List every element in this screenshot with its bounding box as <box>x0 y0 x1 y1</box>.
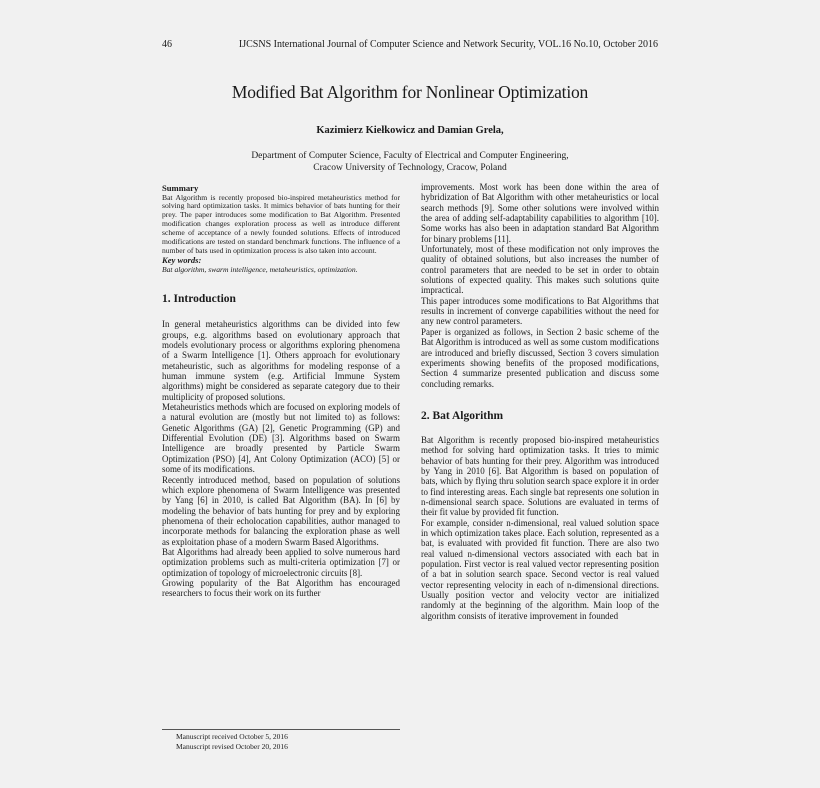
keywords-text: Bat algorithm, swarm intelligence, metaheuristics, optimization. <box>162 265 358 275</box>
body-paragraph: This paper introduces some modifications to Bat Algorithms that results in increment of converge capabilities without the need for any new control parameters. <box>421 295 659 327</box>
affiliation-line: Cracow University of Technology, Cracow, Poland <box>313 163 507 174</box>
intro-paragraph: Metaheuristics methods which are focused on exploring models of a natural evolution are (mostly but not limited to) as follows: Genetic Algorithms (GA) [2], Genetic Programming (GP) and Differential Evolution (DE) [3]. Algorithms based on Swarm Intelligence are broadly presented by Particle Swarm Optimization (PSO) [4], Ant Colony Optimization (ACO) [5] or some of its modifications. <box>162 402 400 475</box>
right-column <box>421 182 659 621</box>
journal-info: IJCSNS International Journal of Computer Science and Network Security, VOL.16 No.10, October 2016 <box>238 39 658 50</box>
paper-authors: Kazimierz Kiełkowicz and Damian Grela, <box>316 125 504 136</box>
intro-paragraph: In general metaheuristics algorithms can be divided into few groups, e.g. algorithms based on evolutionary approach that models evolutionary process or algorithms exploring phenomena of a Swarm Intelligence [1]. Others approach for evolutionary metaheuristic, such as algorithms for modeling response of a human immune system (e.g. Artificial Immune System algorithms) might be considered as separate category due to their multiplicity of proposed solutions. <box>162 319 400 402</box>
footnote-divider <box>162 729 400 730</box>
body-paragraph: Paper is organized as follows, in Section 2 basic scheme of the Bat Algorithm is introduced as well as some custom modifications are introduced and briefly discussed, Section 3 covers simulation experiments showing benefits of the proposed modifications, Section 4 summarize presented publication and discuss some concluding remarks. <box>421 326 659 389</box>
footnote-received: Manuscript received October 5, 2016 <box>176 732 288 741</box>
section-heading-introduction: 1. Introduction <box>162 293 236 306</box>
summary-text: Bat Algorithm is recently proposed bio-inspired metaheuristics method for solving hard optimization tasks. It mimics behavior of bats hunting for their prey. The paper introduces some modification to Bat Algorithm. Presented modification changes exploration process as well as introduce different scheme of acceptance of a newly founded solutions. Effects of introduced modifications are tested on standard benchmark functions. The influence of a number of bats used in optimization process is also taken into account. <box>162 192 400 255</box>
intro-paragraph: Bat Algorithms had already been applied to solve numerous hard optimization problems such as multi-criteria optimization [7] or optimization of topology of microelectronic circuits [8]. <box>162 546 400 578</box>
section-heading-bat-algorithm: 2. Bat Algorithm <box>421 409 504 422</box>
affiliation-line: Department of Computer Science, Faculty of Electrical and Computer Engineering, <box>251 151 569 161</box>
body-paragraph: Unfortunately, most of these modification not only improves the quality of obtained solutions, but also increases the number of control parameters that are needed to be set in order to obtain solutions of expected quality. This makes such solutions quite impractical. <box>421 244 659 296</box>
page-number: 46 <box>162 39 172 50</box>
bat-paragraph: Bat Algorithm is recently proposed bio-inspired metaheuristics method for solving hard optimization tasks. It tries to mimic behavior of bats hunting for their prey. Algorithm was introduced by Yang in 2010 [6]. Bat Algorithm is based on population of bats, which by flying thru solution search space explore it in order to find interesting areas. Each single bat represents one solution in n-dimensional search space. Solutions are evaluated in terms of their fit value by provided fit function. <box>421 434 659 518</box>
intro-paragraph: Recently introduced method, based on population of solutions which explore phenomena of Swarm Intelligence was presented by Yang [6] in 2010, is called Bat Algorithm (BA). In [6] by modeling the behavior of bats hunting for prey and by exploring phenomena of their echolocation capabilities, author managed to incorporate methods for balancing the exploration phase as well as exploitation phase of a modern Swarm Based Algorithms. <box>162 474 400 547</box>
paper-affiliation <box>0 150 820 175</box>
footnotes <box>176 732 288 751</box>
left-column <box>162 184 400 599</box>
footnote-revised: Manuscript revised October 20, 2016 <box>176 741 288 751</box>
intro-paragraph: Growing popularity of the Bat Algorithm has encouraged researchers to focus their work on its further <box>162 577 400 599</box>
body-paragraph: improvements. Most work has been done within the area of hybridization of Bat Algorithm with other metaheuristics or local search methods [9]. Some other solutions were involved within the area of adding self-adaptability capabilities to algorithm [10]. Some works has also been in adaptation standard Bat Algorithm for binary problems [11]. <box>421 182 659 244</box>
summary-heading: Summary <box>162 183 199 193</box>
keywords-heading: Key words: <box>162 254 202 265</box>
paper-title: Modified Bat Algorithm for Nonlinear Optimization <box>231 82 589 102</box>
bat-paragraph: For example, consider n-dimensional, real valued solution space in which optimization takes place. Each solution, represented as a bat, is evaluated with provided fit function. There are also two real valued n-dimensional vectors associated with each bat in population. First vector is real valued vector representing position of a bat in solution search space. Second vector is real valued vector representing velocity in each of n-dimensional directions. Usually position vector and velocity vector are initialized randomly at the beginning of the algorithm. Main loop of the algorithm consists of iterative improvement in founded <box>421 517 659 621</box>
